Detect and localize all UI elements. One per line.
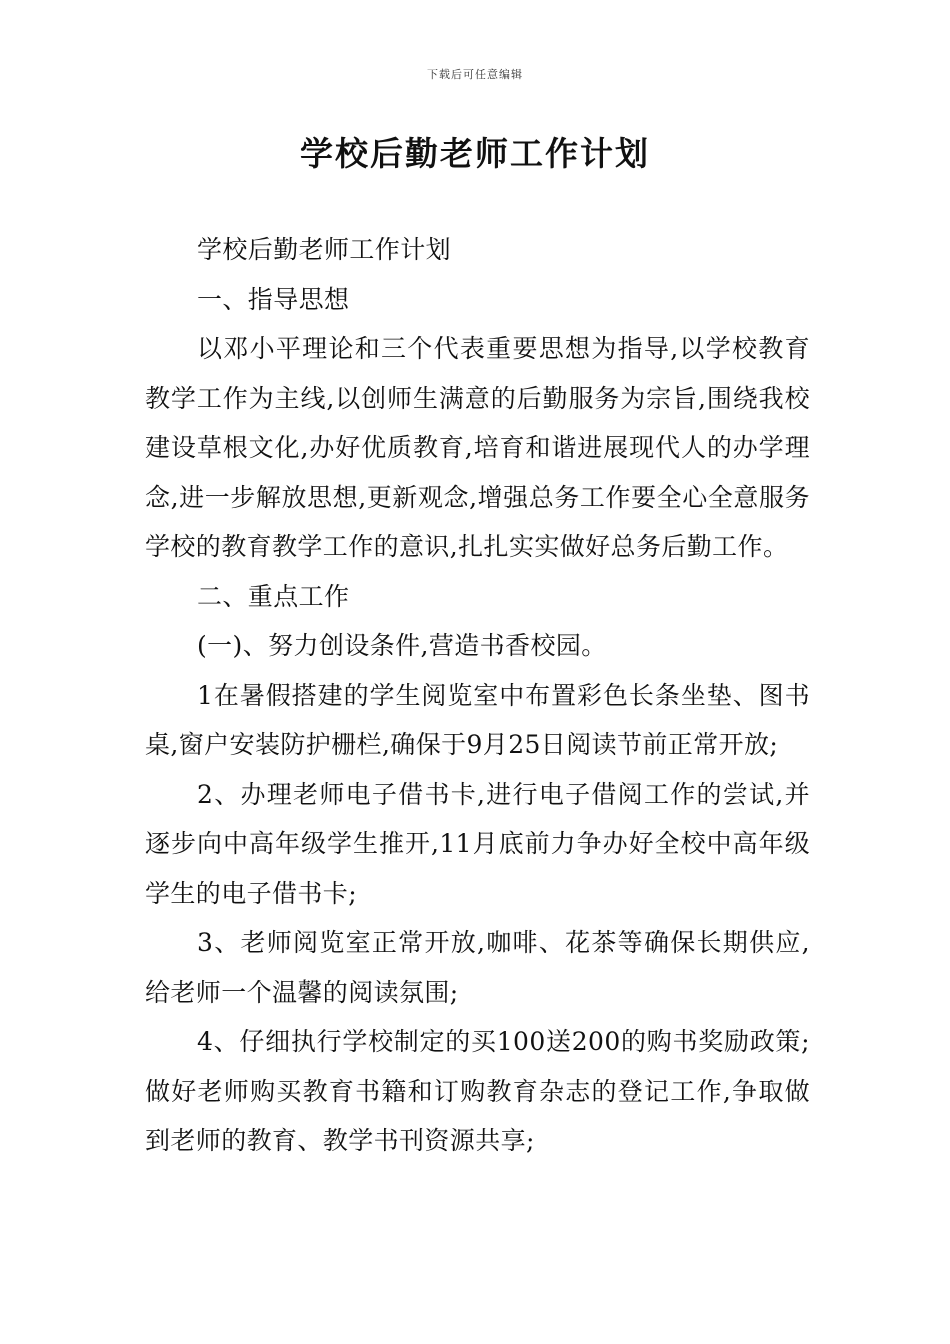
list-item-2: 2、办理老师电子借书卡,进行电子借阅工作的尝试,并逐步向中高年级学生推开,11月底前力争办好全校中高年级学生的电子借书卡; [145, 779, 810, 908]
paragraph-subtitle: 学校后勤老师工作计划 [197, 235, 452, 264]
document-title: 学校后勤老师工作计划 [300, 134, 650, 173]
list-item-1: 1在暑假搭建的学生阅览室中布置彩色长条坐垫、图书桌,窗户安装防护栅栏,确保于9月25日阅读节前正常开放; [145, 680, 810, 759]
list-item-4: 4、仔细执行学校制定的买100送200的购书奖励政策;做好老师购买教育书籍和订购教育杂志的登记工作,争取做到老师的教育、教学书刊资源共享; [145, 1027, 810, 1155]
page-header-note: 下载后可任意编辑 [427, 68, 523, 81]
subsection-heading-book-campus: (一)、努力创设条件,营造书香校园。 [197, 631, 607, 660]
document-body [145, 225, 810, 1166]
section-heading-guiding-ideology: 一、指导思想 [197, 284, 350, 314]
list-item-3: 3、老师阅览室正常开放,咖啡、花茶等确保长期供应,给老师一个温馨的阅读氛围; [145, 928, 810, 1007]
paragraph-guiding-ideology: 以邓小平理论和三个代表重要思想为指导,以学校教育教学工作为主线,以创师生满意的后勤服务为宗旨,围绕我校建设草根文化,办好优质教育,培育和谐进展现代人的办学理念,进一步解放思想,更新观念,增强总务工作要全心全意服务学校的教育教学工作的意识,扎扎实实做好总务后勤工作。 [145, 334, 810, 561]
section-heading-key-work: 二、重点工作 [197, 581, 350, 611]
